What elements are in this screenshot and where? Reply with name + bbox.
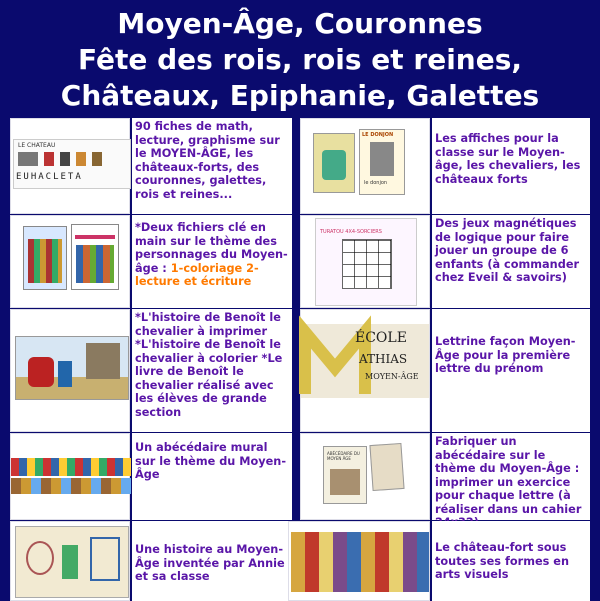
alphabet-book-thumbnail[interactable] (300, 433, 430, 520)
lettrine-thumbnail[interactable] (300, 309, 430, 432)
castle-art-thumbnail[interactable] (288, 521, 430, 601)
logic-games-thumbnail[interactable] (300, 215, 430, 308)
tower-picture (370, 142, 394, 176)
grid-row (10, 521, 590, 601)
donjon-poster-image (359, 129, 405, 195)
knight-figure (322, 150, 346, 180)
figure-picture (58, 361, 72, 387)
benoit-story-description[interactable] (132, 309, 292, 432)
worksheet-letters: EUHACLETA (16, 172, 83, 182)
mural-alphabet-text: Un abécédaire mural sur le thème du Moyen-Âge (135, 441, 287, 481)
benoit-story-text: *L'histoire de Benoît le chevalier à imprimer *L'histoire de Benoît le chevalier à colorier *Le livre de Benoît le chevalier réalisé avec les élèves de grande section (135, 311, 283, 419)
posters-description[interactable] (432, 118, 590, 214)
character-booklets-thumbnail[interactable] (10, 215, 130, 308)
grid-row (10, 215, 590, 309)
logic-game-title: TURATOU 4X4-SORCIERS (320, 229, 382, 235)
benoit-story-thumbnail[interactable] (10, 309, 130, 432)
grid-row (10, 433, 590, 521)
castle-picture (86, 343, 120, 379)
lettrine-word-moyen-age: MOYEN-ÂGE (365, 372, 419, 381)
donjon-poster-title: LE DONJON (362, 132, 394, 138)
mural-alphabet-thumbnail[interactable] (10, 433, 130, 520)
coloring-booklet-image (23, 226, 67, 290)
lettrine-word-name: ATHIAS (359, 352, 408, 366)
mural-alphabet-strip (11, 458, 131, 476)
grid-row (10, 118, 590, 215)
alphabet-book-cover (323, 446, 367, 504)
title-line-2: Fête des rois, rois et reines, (77, 43, 523, 76)
title-line-3: Châteaux, Epiphanie, Galettes (60, 79, 540, 112)
resource-grid (10, 118, 590, 601)
math-worksheets-text: 90 fiches de math, lecture, graphisme sur le MOYEN-ÂGE, les châteaux-forts, des couronnes, galettes, rois et reines... (135, 120, 280, 201)
alphabet-page-image (369, 443, 404, 491)
knight-picture (28, 357, 54, 387)
figure-picture (44, 152, 54, 166)
reading-booklet-image (71, 224, 119, 290)
figure-picture (92, 152, 102, 166)
benoit-story-image (15, 336, 129, 400)
grid-row (10, 309, 590, 433)
alphabet-book-title: ABÉCÉDAIRE DU MOYEN ÂGE (327, 451, 360, 461)
page-title (0, 6, 600, 114)
worksheet-caption: LE CHATEAU (18, 142, 56, 149)
figure-picture (76, 152, 86, 166)
mural-alphabet-description[interactable] (132, 433, 292, 520)
logic-games-text: Des jeux magnétiques de logique pour faire jouer un groupe de 6 enfants (à commander chez Eveil & savoirs) (435, 217, 580, 284)
castle-art-text: Le château-fort sous toutes ses formes en arts visuels (435, 541, 570, 581)
lettrine-word-ecole: ÉCOLE (355, 330, 407, 346)
annie-story-text: Une histoire au Moyen-Âge inventée par Annie et sa classe (135, 543, 285, 583)
math-worksheets-description[interactable] (132, 118, 292, 214)
castle-collage-image (291, 532, 429, 592)
title-line-1: Moyen-Âge, Couronnes (117, 7, 483, 40)
posters-thumbnail[interactable] (300, 118, 430, 214)
castle-picture (18, 152, 38, 166)
mural-alphabet-strip (11, 478, 131, 494)
character-booklets-highlight: 1-coloriage 2-lecture et écriture (135, 261, 259, 288)
logic-games-description[interactable] (432, 215, 590, 308)
figure-picture (60, 152, 70, 166)
alphabet-book-picture (330, 469, 360, 495)
booklet-figures (76, 245, 114, 283)
drawing-castle (90, 537, 120, 581)
booklet-banner (75, 235, 115, 239)
castle-art-description[interactable] (432, 521, 590, 601)
posters-text: Les affiches pour la classe sur le Moyen-âge, les chevaliers, les châteaux forts (435, 132, 581, 186)
lettrine-text: Lettrine façon Moyen-Âge pour la première lettre du prénom (435, 335, 576, 375)
lettrine-image (301, 324, 429, 398)
worksheet-image (13, 139, 131, 189)
logic-game-sheet (315, 218, 417, 306)
donjon-poster-caption: le donjon (364, 180, 388, 186)
annie-story-description[interactable] (132, 521, 292, 601)
booklet-figures (28, 239, 62, 283)
alphabet-book-text: Fabriquer un abécédaire sur le thème du Moyen-Âge : imprimer un exercice pour chaque lettre (à réaliser dans un cahier (435, 435, 582, 516)
character-booklets-description[interactable] (132, 215, 292, 308)
alphabet-book-description[interactable] (432, 433, 590, 520)
annie-story-thumbnail[interactable] (10, 521, 130, 601)
logic-grid (342, 239, 392, 289)
drawing-figure (26, 541, 54, 575)
character-booklets-text: *Deux fichiers clé en main sur le thème des personnages du Moyen-âge : (135, 221, 288, 275)
lettrine-description[interactable] (432, 309, 590, 432)
knight-poster-image (313, 133, 355, 193)
annie-story-drawing (15, 526, 129, 598)
math-worksheets-thumbnail[interactable] (10, 118, 130, 214)
drawing-figure (62, 545, 78, 579)
